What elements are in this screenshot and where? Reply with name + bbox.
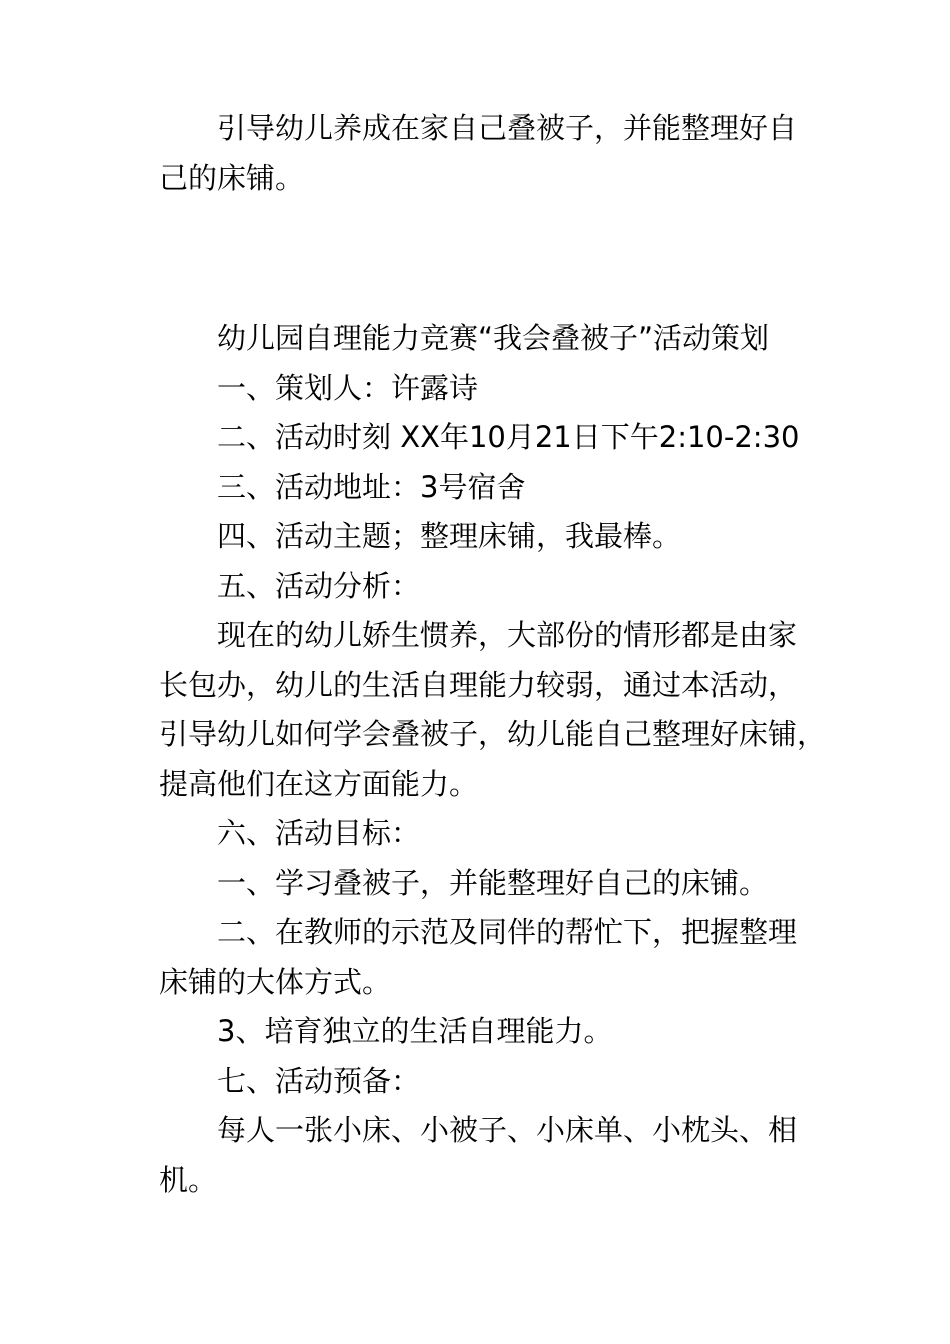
goal-3: 3、培育独立的生活自理能力。	[217, 1014, 613, 1048]
intro-line: 己的床铺。	[159, 160, 305, 195]
goals-heading: 六、活动目标：	[217, 816, 421, 850]
theme-line: 四、活动主题；整理床铺，我最棒。	[217, 519, 682, 553]
prep-line: 机。	[159, 1162, 218, 1197]
location-line: 三、活动地址：3号宿舍	[217, 469, 526, 504]
analysis-line: 长包办，幼儿的生活自理能力较弱，通过本活动，	[159, 667, 798, 702]
goal-2-line: 二、在教师的示范及同伴的帮忙下，把握整理	[217, 915, 798, 949]
goal-1: 一、学习叠被子，并能整理好自己的床铺。	[217, 865, 769, 900]
analysis-line: 引导幼儿如何学会叠被子，幼儿能自己整理好床铺，	[159, 717, 827, 751]
plan-section	[159, 314, 827, 1205]
intro-line: 引导幼儿养成在家自己叠被子，并能整理好自	[217, 111, 798, 145]
planner-line: 一、策划人：许露诗	[217, 370, 479, 405]
analysis-heading: 五、活动分析：	[217, 568, 421, 603]
prep-line: 每人一张小床、小被子、小床单、小枕头、相	[217, 1113, 798, 1147]
plan-title: 幼儿园自理能力竞赛“我会叠被子”活动策划	[217, 321, 770, 355]
time-line: 二、活动时刻 XX年10月21日下午2:10-2:30	[217, 420, 800, 454]
goal-2-line: 床铺的大体方式。	[159, 964, 392, 999]
analysis-line: 现在的幼儿娇生惯养，大部份的情形都是由家	[217, 618, 798, 652]
prep-heading: 七、活动预备：	[217, 1063, 421, 1098]
analysis-line: 提高他们在这方面能力。	[159, 766, 479, 801]
intro-paragraph	[159, 104, 799, 203]
